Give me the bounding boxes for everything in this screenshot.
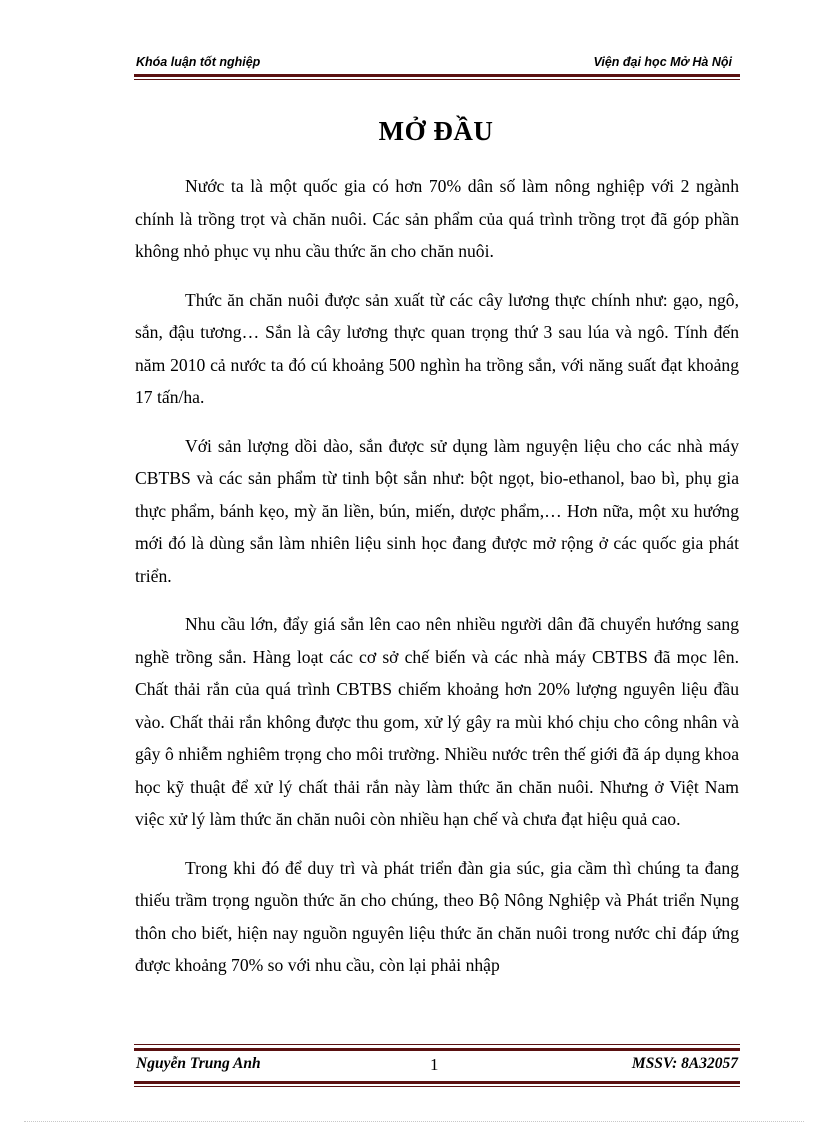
header-thesis-label: Khóa luận tốt nghiệp (136, 55, 261, 69)
footer-student-id: MSSV: 8A32057 (631, 1055, 738, 1072)
paragraph: Nhu cầu lớn, đẩy giá sắn lên cao nên nhiều người dân đã chuyển hướng sang nghề trồng sắn. Hàng loạt các cơ sở chế biến và các nhà máy CBTBS đã mọc lên. Chất thải rắn của quá trình CBTBS chiếm khoảng hơn 20% lượng nguyên liệu đầu vào. Chất thải rắn không được thu gom, xử lý gây ra mùi khó chịu cho công nhân và gây ô nhiễm nghiêm trọng cho môi trường. Nhiều nước trên thế giới đã áp dụng khoa học kỹ thuật để xử lý chất thải rắn này làm thức ăn chăn nuôi. Nhưng ở Việt Nam việc xử lý làm thức ăn chăn nuôi còn nhiều hạn chế và chưa đạt hiệu quả cao. (135, 614, 739, 829)
header-divider-thin (134, 79, 740, 80)
footer-bottom-divider-thick (134, 1081, 740, 1084)
paragraph: Thức ăn chăn nuôi được sản xuất từ các cây lương thực chính như: gạo, ngô, sắn, đậu tương… Sắn là cây lương thực quan trọng thứ 3 sau lúa và ngô. Tính đến năm 2010 cả nước ta đó cú khoảng 500 nghìn ha trồng sắn, với năng suất đạt khoảng 17 tấn/ha. (135, 289, 739, 407)
page-title: MỞ ĐẦU (378, 116, 494, 146)
footer-author: Nguyễn Trung Anh (136, 1055, 261, 1072)
page-footer (134, 1055, 740, 1075)
body-text (135, 170, 739, 998)
paragraph: Nước ta là một quốc gia có hơn 70% dân số làm nông nghiệp với 2 ngành chính là trồng trọt và chăn nuôi. Các sản phẩm của quá trình trồng trọt đã góp phần không nhỏ phục vụ nhu cầu thức ăn cho chăn nuôi. (135, 176, 739, 261)
paragraph: Với sản lượng dồi dào, sắn được sử dụng làm nguyện liệu cho các nhà máy CBTBS và các sản phẩm từ tinh bột sắn như: bột ngọt, bio-ethanol, bao bì, phụ gia thực phẩm, bánh kẹo, mỳ ăn liền, bún, miến, dược phẩm,… Hơn nữa, một xu hướng mới đó là dùng sắn làm nhiên liệu sinh học đang được mở rộng ở các quốc gia phát triển. (135, 435, 739, 586)
page-number: 1 (430, 1055, 439, 1074)
footer-divider-thin (134, 1044, 740, 1045)
page-header (134, 54, 738, 72)
header-institution-label: Viện đại học Mở Hà Nội (593, 55, 732, 69)
footer-bottom-divider-thin (134, 1086, 740, 1087)
paragraph: Trong khi đó để duy trì và phát triển đàn gia súc, gia cầm thì chúng ta đang thiếu trầm trọng nguồn thức ăn cho chúng, theo Bộ Nông Nghiệp và Phát triển Nụng thôn cho biết, hiện nay nguồn nguyên liệu thức ăn chăn nuôi trong nước chỉ đáp ứng được khoảng 70% so với nhu cầu, còn lại phải nhập (135, 857, 739, 975)
footer-divider-thick (134, 1048, 740, 1051)
header-divider-thick (134, 74, 740, 77)
page-edge-dotted-line (24, 1121, 804, 1122)
